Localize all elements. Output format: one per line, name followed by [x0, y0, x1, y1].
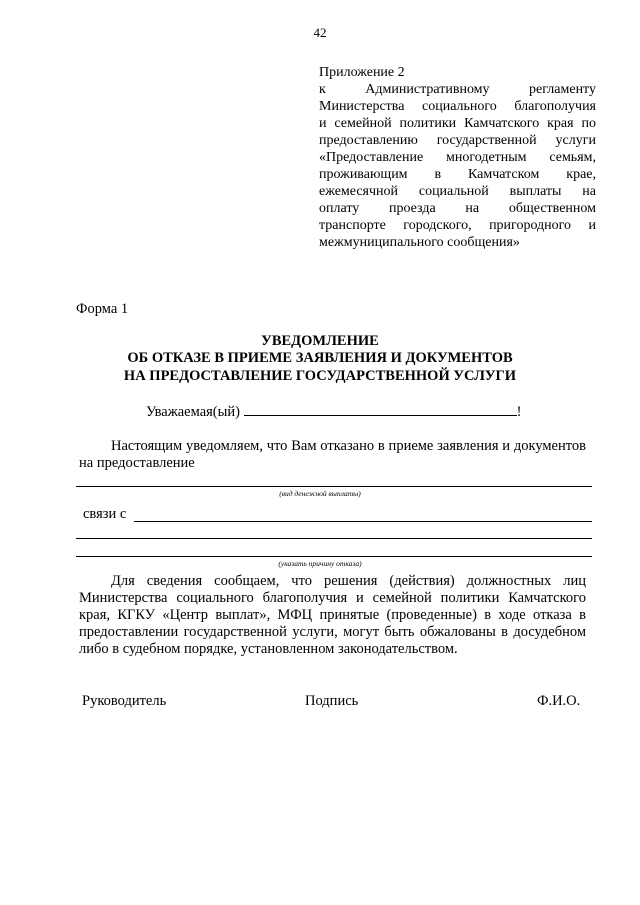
- appendix-line: межмуниципального сообщения»: [319, 235, 520, 250]
- reason-label: связи с: [83, 506, 127, 522]
- greeting-suffix: !: [516, 404, 522, 420]
- appendix-line: транспорте городского, пригородного и: [319, 218, 596, 233]
- appendix-line: «Предоставление многодетным семьям,: [319, 150, 596, 165]
- reason-field-line-1[interactable]: [134, 521, 592, 522]
- appendix-line: и семейной политики Камчатского края по: [319, 116, 596, 131]
- hint-payment-type: (вид денежной выплаты): [279, 489, 361, 498]
- appendix-line: оплату проезда на общественном: [319, 201, 596, 216]
- title-line-1: УВЕДОМЛЕНИЕ: [261, 333, 379, 349]
- appendix-block: [319, 64, 596, 251]
- form-label: Форма 1: [76, 301, 129, 317]
- appendix-line: проживающим в Камчатском крае,: [319, 167, 596, 182]
- title-line-3: НА ПРЕДОСТАВЛЕНИЕ ГОСУДАРСТВЕННОЙ УСЛУГИ: [123, 368, 517, 384]
- title-line-2: ОБ ОТКАЗЕ В ПРИЕМЕ ЗАЯВЛЕНИЯ И ДОКУМЕНТОВ: [127, 350, 513, 366]
- hint-reason: (указать причину отказа): [278, 559, 362, 568]
- reason-field-line-2[interactable]: [76, 538, 592, 539]
- greeting: [146, 402, 521, 421]
- info-paragraph: Для сведения сообщаем, что решения (действия) должностных лиц Министерства социального благополучия и семейной политики Камчатского края, КГКУ «Центр выплат», МФЦ принятые (проведенные) в ходе отказа в предоставлении государственной услуги, могут быть обжалованы в досудебном либо в судебном порядке, установленном законодательством.: [79, 573, 586, 657]
- page-number: 42: [313, 25, 327, 40]
- signature-name: Ф.И.О.: [537, 693, 581, 709]
- appendix-line: Министерства социального благополучия: [319, 99, 596, 114]
- reason-field-line-3[interactable]: [76, 556, 592, 557]
- appendix-line: Приложение 2: [319, 65, 405, 80]
- greeting-prefix: Уважаемая(ый): [146, 404, 240, 420]
- appendix-line: ежемесячной социальной выплаты на: [319, 184, 596, 199]
- signature-head: Руководитель: [82, 693, 167, 709]
- appendix-line: к Административному регламенту: [319, 82, 596, 97]
- signature-sign: Подпись: [305, 693, 359, 709]
- appendix-line: предоставлению государственной услуги: [319, 133, 596, 148]
- notice-paragraph: Настоящим уведомляем, что Вам отказано в приеме заявления и документов на предоставление: [79, 438, 586, 471]
- payment-type-field[interactable]: [76, 486, 592, 487]
- recipient-name-field[interactable]: [244, 402, 517, 416]
